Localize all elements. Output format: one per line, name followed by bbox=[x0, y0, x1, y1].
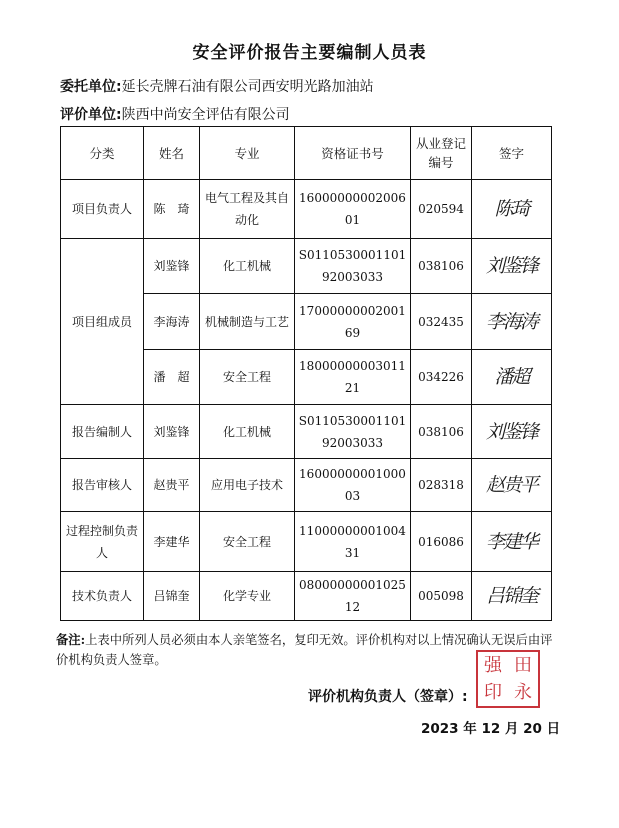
row-name: 刘鉴锋 bbox=[144, 239, 200, 294]
header-name: 姓名 bbox=[144, 127, 200, 180]
row-major: 化工机械 bbox=[200, 239, 295, 294]
row-cert: 1800000000301121 bbox=[295, 350, 411, 405]
header-reg: 从业登记编号 bbox=[411, 127, 472, 180]
handwritten-signature: 刘鉴锋 bbox=[472, 405, 552, 459]
row-reg: 005098 bbox=[411, 572, 472, 621]
row-name: 吕锦奎 bbox=[144, 572, 200, 621]
table-row bbox=[61, 572, 552, 621]
handwritten-signature: 赵贵平 bbox=[472, 459, 552, 512]
seal-char: 强 bbox=[484, 654, 502, 676]
handwritten-signature: 李海涛 bbox=[472, 294, 552, 350]
header-signature: 签字 bbox=[472, 127, 552, 180]
row-cert: 1100000000100431 bbox=[295, 512, 411, 572]
row-major: 电气工程及其自动化 bbox=[200, 180, 295, 239]
row-name: 潘 超 bbox=[144, 350, 200, 405]
client-label: 委托单位: bbox=[60, 79, 122, 95]
handwritten-signature: 刘鉴锋 bbox=[472, 239, 552, 294]
row-reg: 038106 bbox=[411, 239, 472, 294]
row-category: 过程控制负责人 bbox=[61, 512, 144, 572]
row-name: 李海涛 bbox=[144, 294, 200, 350]
document-date: 2023 年 12 月 20 日 bbox=[421, 721, 561, 737]
row-reg: 038106 bbox=[411, 405, 472, 459]
seal-char: 印 bbox=[484, 681, 502, 703]
row-reg: 034226 bbox=[411, 350, 472, 405]
header-cert: 资格证书号 bbox=[295, 127, 411, 180]
row-category: 报告审核人 bbox=[61, 459, 144, 512]
row-name: 刘鉴锋 bbox=[144, 405, 200, 459]
handwritten-signature: 李建华 bbox=[472, 512, 552, 572]
row-category: 项目组成员 bbox=[61, 239, 144, 405]
seal-char: 田 bbox=[514, 654, 532, 676]
row-major: 安全工程 bbox=[200, 350, 295, 405]
row-category: 报告编制人 bbox=[61, 405, 144, 459]
row-cert: S011053000110192003033 bbox=[295, 405, 411, 459]
page-title: 安全评价报告主要编制人员表 bbox=[192, 43, 427, 63]
row-major: 安全工程 bbox=[200, 512, 295, 572]
red-seal-stamp bbox=[476, 650, 540, 708]
evaluator-value: 陕西中尚安全评估有限公司 bbox=[121, 107, 290, 123]
handwritten-signature: 潘超 bbox=[472, 350, 552, 405]
remark-label: 备注: bbox=[56, 632, 86, 647]
row-reg: 032435 bbox=[411, 294, 472, 350]
handwritten-signature: 陈琦 bbox=[472, 180, 552, 239]
signer-label: 评价机构负责人（签章）: bbox=[308, 689, 468, 705]
row-cert: 1600000000200601 bbox=[295, 180, 411, 239]
row-name: 赵贵平 bbox=[144, 459, 200, 512]
row-cert: 1600000000100003 bbox=[295, 459, 411, 512]
client-line bbox=[60, 76, 374, 96]
evaluator-label: 评价单位: bbox=[60, 107, 122, 123]
table-header-row bbox=[61, 127, 552, 180]
row-cert: S011053000110192003033 bbox=[295, 239, 411, 294]
table-row bbox=[61, 459, 552, 512]
row-major: 机械制造与工艺 bbox=[200, 294, 295, 350]
row-major: 化工机械 bbox=[200, 405, 295, 459]
row-reg: 028318 bbox=[411, 459, 472, 512]
header-category: 分类 bbox=[61, 127, 144, 180]
remark-text: 上表中所列人员必须由本人亲笔签名，复印无效。评价机构对以上情况确认无误后由评价机构负责人签章。 bbox=[56, 633, 553, 667]
row-reg: 020594 bbox=[411, 180, 472, 239]
staff-table bbox=[60, 126, 552, 621]
table-row bbox=[61, 405, 552, 459]
header-major: 专业 bbox=[200, 127, 295, 180]
row-major: 应用电子技术 bbox=[200, 459, 295, 512]
seal-char: 永 bbox=[514, 681, 532, 703]
row-major: 化学专业 bbox=[200, 572, 295, 621]
client-value: 延长壳牌石油有限公司西安明光路加油站 bbox=[121, 79, 374, 95]
row-cert: 0800000000102512 bbox=[295, 572, 411, 621]
row-cert: 1700000000200169 bbox=[295, 294, 411, 350]
row-category: 技术负责人 bbox=[61, 572, 144, 621]
table-row bbox=[61, 239, 552, 294]
table-row bbox=[61, 180, 552, 239]
row-name: 陈 琦 bbox=[144, 180, 200, 239]
row-category: 项目负责人 bbox=[61, 180, 144, 239]
handwritten-signature: 吕锦奎 bbox=[472, 572, 552, 621]
evaluator-line bbox=[60, 104, 290, 124]
row-name: 李建华 bbox=[144, 512, 200, 572]
table-row bbox=[61, 512, 552, 572]
row-reg: 016086 bbox=[411, 512, 472, 572]
